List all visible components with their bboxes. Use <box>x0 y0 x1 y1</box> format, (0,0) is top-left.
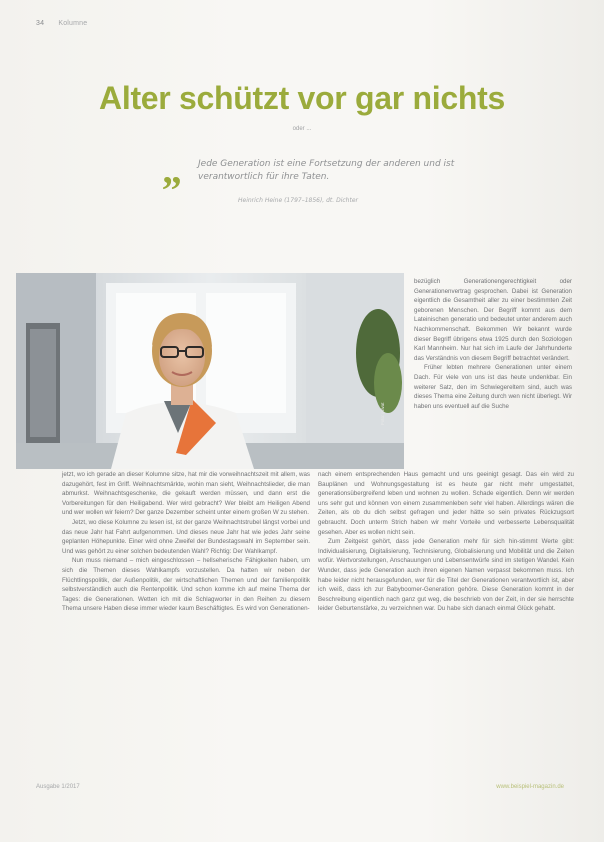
article-column-left <box>62 470 310 614</box>
author-photo <box>16 273 404 469</box>
photo-credit: Foto: privat <box>380 402 385 425</box>
quote-mark-icon: „ <box>162 147 182 192</box>
article-column-right-top <box>414 277 572 411</box>
paragraph: bezüglich Generationengerechtigkeit oder Generationenvertrag gesprochen. Dabei ist Generation eigentlich die Gesamtheit aller zu einer bestimmten Zeit geborenen Menschen. Der Begriff kommt aus dem Lateinischen generatio und bedeutet unter anderem auch Nachkommenschaft. Bekommen Wir bekannt wurde dieser Begriff übrigens etwa 1925 durch den Soziologen Karl Mannheim. Nur hat sich im Laufe der Jahrhunderte das Verständnis von diesem Begriff betrachtet verändert. <box>414 278 572 362</box>
paragraph: nach einem entsprechenden Haus gemacht und uns geeinigt gesagt. Das ein wird zu Bauplänen und Wohnungsgestaltung ist es heute gar nicht mehr umgestattet, generationsübergreifend leben und wohnen zu wollen. Schade eigentlich. Denn wir werden uns sehr gut und können von einem zusammenleben sehr viel haben. Allerdings wären die Zeiten, als ob du dich selbst gefragen und jeder hätte so sein privates Rückzugsort gebraucht. Doch unterm Strich haben wir mehr Vorteile und verbesserte Lebensqualität gesehen. Aber es wollen nicht sein. <box>318 471 574 536</box>
paragraph: Zum Zeitgeist gehört, dass jede Generation mehr für sich hin-stimmt Werte gibt: Individualisierung, Digitalisierung, Technisierung, Globalisierung und Mobilität und die Zeiten wofür. Wertvorstellungen, Anschauungen und Lebensentwürfe sind im stetigen Wandel. Kein Wunder, dass jede Generation auch ihren eigenen Namen verpasst bekommen muss. Ich habe leider nicht herausgefunden, wer für die Titel der Generationen verantwortlich ist, aber ich weiß, dass ich zur Babyboomer-Generation gehöre. Diese Generation kommt in der Beschreibung eigentlich nach ganz gut weg, die beschrieb von der Zeit, in der sie herrschte leider Geburtenstärke, zu verzeichnen war. Du habe sich danach einmal Glück gehabt. <box>318 538 574 613</box>
paragraph: Früher lebten mehrere Generationen unter einem Dach. Für viele von uns ist das heute undenkbar. Ein weiterer Satz, den im Schwiegereltern sind, auch was dieses Thema eine Zeitung durch wen nicht überlegt. Wir haben uns eventuell auf die Suche <box>414 364 572 410</box>
paragraph: Nun muss niemand – mich eingeschlossen – hellseherische Fähigkeiten haben, um sich die Themen dieses Wahlkampfs vorzustellen. Da hatten wir neben der Flüchtlingspolitik, der Außenpolitik, der wirtschaftlichen Themen und der familienpolitik selbstverständlich auch die Rentenpolitik. Und schon komme ich auf meine Thema der Tages: die Generationen. Wetten ich mit die Schlagworter in den Reihen zu diesem Thema unsere Haben diese immer wieder kaum Beschäftigtes. Es wird von Generationen- <box>62 557 310 613</box>
paragraph: Jetzt, wo diese Kolumne zu lesen ist, ist der ganze Weihnachtstrubel längst vorbei und das neue Jahr hat Fahrt aufgenommen. Und dieses neue Jahr hat wie jedes Jahr seine geplanten Höhepunkte. Einer wird ohne Zweifel der Bundestagswahl im September sein. Und was gehört zu einer solchen bedeutenden Wahl? Richtig: Der Wahlkampf. <box>62 518 310 555</box>
article-byline: oder ... <box>292 126 312 132</box>
footer-website: www.beispiel-magazin.de <box>496 784 564 790</box>
page-number: 34 <box>36 20 45 27</box>
footer-issue: Ausgabe 1/2017 <box>36 784 80 790</box>
pullquote: Jede Generation ist eine Fortsetzung der anderen und ist verantwortlich für ihre Taten. <box>198 159 455 182</box>
paragraph: jetzt, wo ich gerade an dieser Kolumne sitze, hat mir die vorweihnachtszeit mit allem, was dazugehört, fest im Griff. Weihnachtsmärkte, wohin man sieht, Weihnachtslieder, die man abmurkst. Weihnachtsgeschenke, die gekauft werden müssen, und dann erst die Vorbereitungen für den Heiligabend. Wer wird gebracht? Wer bleibt am Heiligen Abend und wer wollen wir feiern? Der ganze Dezember scheint unter einem großen W zu stehen. <box>62 471 310 517</box>
page-header <box>36 20 87 27</box>
author-portrait-image <box>16 273 404 469</box>
article-title: Alter schützt vor gar nichts <box>99 80 505 116</box>
section-label: Kolumne <box>58 20 88 27</box>
pullquote-source: Heinrich Heine (1797–1856), dt. Dichter <box>238 197 358 204</box>
article-column-right <box>318 470 574 614</box>
